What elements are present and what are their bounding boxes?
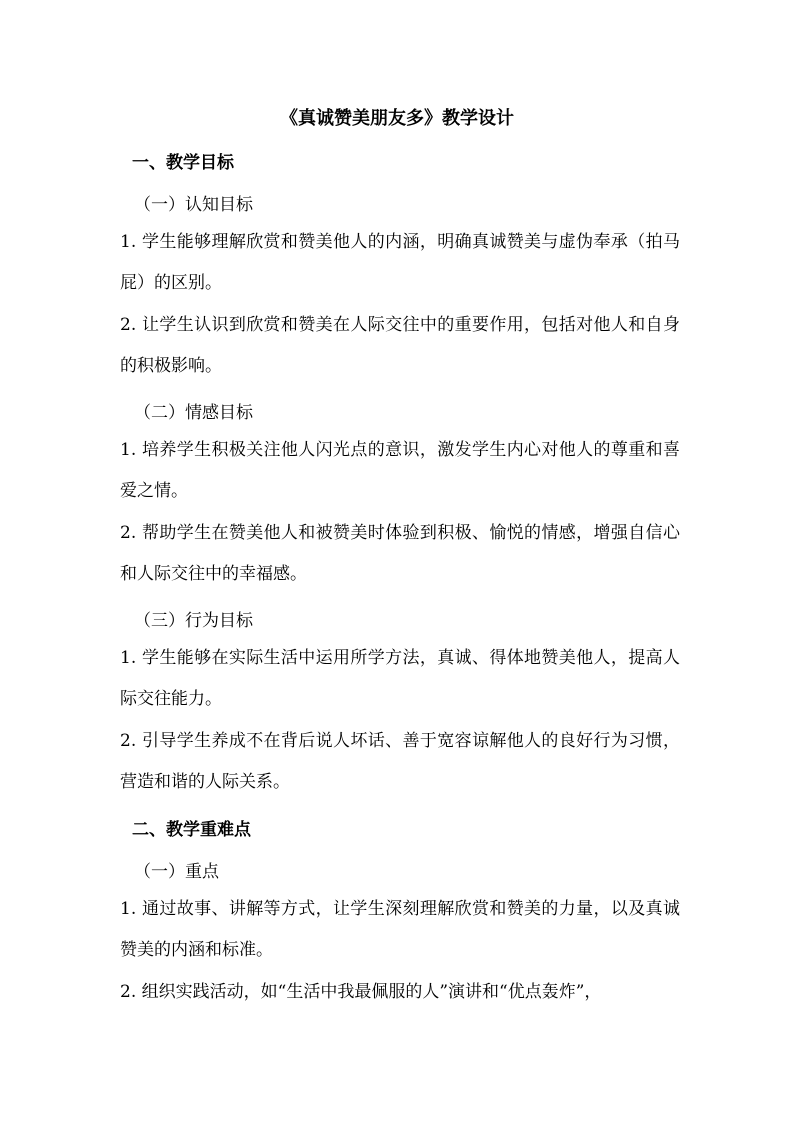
paragraph-focus-1: 1. 通过故事、讲解等方式，让学生深刻理解欣赏和赞美的力量，以及真诚赞美的内涵和标准。 bbox=[120, 899, 680, 960]
paragraph-emotional-2: 2. 帮助学生在赞美他人和被赞美时体验到积极、愉悦的情感，增强自信心和人际交往中的幸福感。 bbox=[120, 523, 680, 584]
subsection-heading-emotional: （二）情感目标 bbox=[134, 403, 253, 423]
paragraph-cognitive-2: 2. 让学生认识到欣赏和赞美在人际交往中的重要作用，包括对他人和自身的积极影响。 bbox=[120, 315, 680, 376]
section-heading-objectives: 一、教学目标 bbox=[132, 153, 234, 173]
paragraph-behavioral-2: 2. 引导学生养成不在背后说人坏话、善于宽容谅解他人的良好行为习惯，营造和谐的人际关系。 bbox=[120, 731, 680, 792]
paragraph-focus-2: 2. 组织实践活动，如“生活中我最佩服的人”演讲和“优点轰炸”， bbox=[120, 982, 602, 1002]
subsection-heading-cognitive: （一）认知目标 bbox=[134, 195, 253, 215]
subsection-heading-behavioral: （三）行为目标 bbox=[134, 611, 253, 631]
paragraph-emotional-1: 1. 培养学生积极关注他人闪光点的意识，激发学生内心对他人的尊重和喜爱之情。 bbox=[120, 440, 680, 501]
paragraph-cognitive-1: 1. 学生能够理解欣赏和赞美他人的内涵，明确真诚赞美与虚伪奉承（拍马屁）的区别。 bbox=[120, 232, 680, 293]
subsection-heading-focus: （一）重点 bbox=[134, 862, 219, 882]
section-heading-key-points: 二、教学重难点 bbox=[132, 820, 251, 840]
paragraph-behavioral-1: 1. 学生能够在实际生活中运用所学方法，真诚、得体地赞美他人，提高人际交往能力。 bbox=[120, 648, 680, 709]
document-title: 《真诚赞美朋友多》教学设计 bbox=[280, 108, 514, 129]
